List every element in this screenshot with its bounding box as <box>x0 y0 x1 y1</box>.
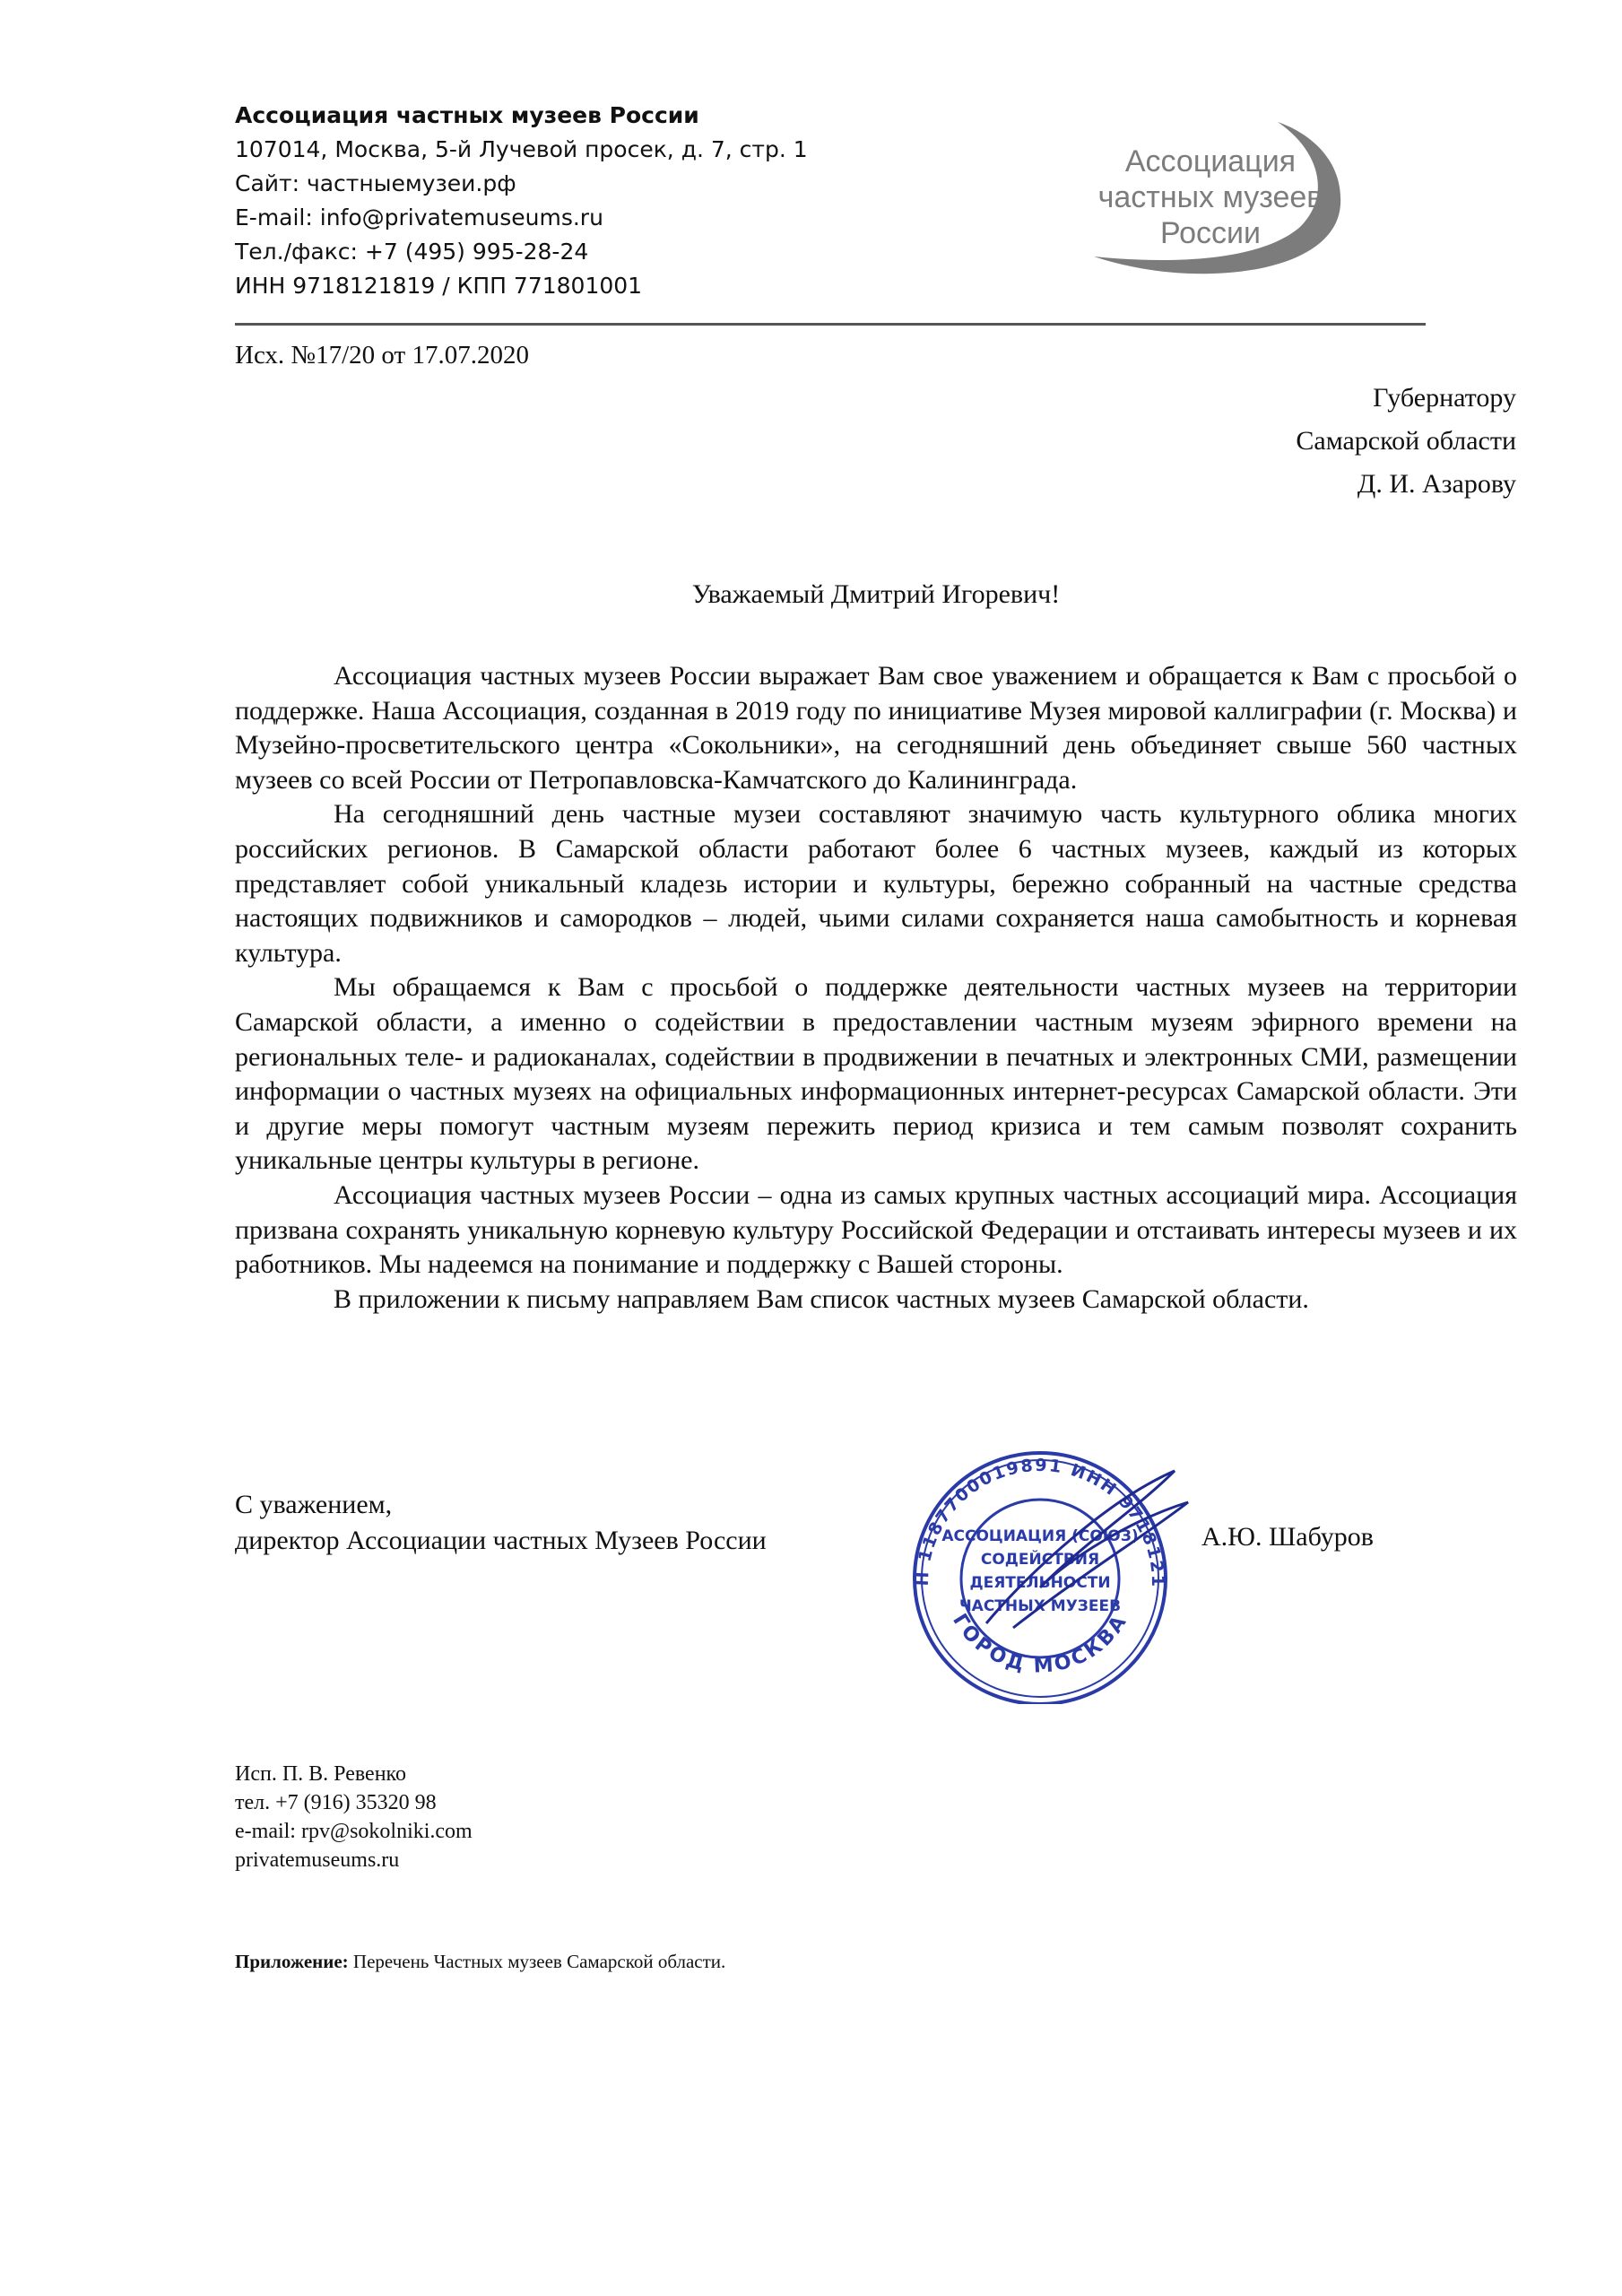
executor-name: Исп. П. В. Ревенко <box>235 1762 406 1786</box>
logo-line-3: России <box>1159 216 1262 250</box>
org-name: Ассоциация частных музеев России <box>235 102 699 128</box>
letter-body <box>235 659 1517 1317</box>
addressee-line-2: Самарской области <box>1296 426 1516 456</box>
paragraph-2: На сегодняшний день частные музеи составляют значимую часть культурного облика многих российских регионов. В Самарской области работают более 6 частных музеев, каждый из которых представляет собой уникальный кладезь истории и культуры, бережно собранный на частные средства настоящих подвижников и самородков – людей, чьими силами сохраняется наша самобытность и корневая культура. <box>235 799 1517 968</box>
stamp-center-4: ЧАСТНЫХ МУЗЕЕВ <box>958 1597 1122 1615</box>
stamp-center-1: АССОЦИАЦИЯ (СОЮЗ) <box>941 1527 1139 1545</box>
letterhead <box>235 99 952 303</box>
signer-position: директор Ассоциации частных Музеев России <box>235 1526 767 1555</box>
org-site: Сайт: частныемузеи.рф <box>235 170 516 196</box>
signature-block <box>235 1487 767 1559</box>
attachment-label: Приложение: <box>235 1951 349 1972</box>
header-divider <box>235 323 1426 326</box>
stamp-outer-top: Н 1187700019891 ИНН 9718121 <box>912 1455 1168 1589</box>
closing: С уважением, <box>235 1490 393 1519</box>
executor-phone: тел. +7 (916) 35320 98 <box>235 1791 437 1814</box>
addressee <box>1296 377 1516 506</box>
paragraph-1: Ассоциация частных музеев России выражает Вам свое уважением и обращается к Вам с просьбой о поддержке. Наша Ассоциация, созданная в 2019 году по инициативе Музея мировой каллиграфии (г. Москва) и Музейно-просветительского центра «Сокольники», на сегодняшний день объединяет свыше 560 частных музеев со всей России от Петропавловска-Камчатского до Калининграда. <box>235 661 1517 795</box>
stamp-seal-icon <box>879 1435 1201 1704</box>
executor-site: privatemuseums.ru <box>235 1848 400 1872</box>
logo-line-2: частных музеев <box>1097 180 1323 214</box>
org-address: 107014, Москва, 5-й Лучевой просек, д. 7, стр. 1 <box>235 136 808 162</box>
association-logo <box>1085 106 1354 285</box>
attachment-text: Перечень Частных музеев Самарской области. <box>348 1951 726 1972</box>
svg-text:ГОРОД МОСКВА <box>948 1610 1132 1678</box>
official-stamp <box>879 1435 1201 1704</box>
stamp-outer-bottom: ГОРОД МОСКВА <box>948 1610 1132 1678</box>
stamp-center-2: СОДЕЙСТВИЯ <box>980 1551 1100 1569</box>
paragraph-3: Мы обращаемся к Вам с просьбой о поддержке деятельности частных музеев на территории Самарской области, а именно о содействии в предоставлении частным музеям эфирного времени на региональных теле- и радиоканалах, содействии в продвижении в печатных и электронных СМИ, размещении информации о частных музеях на официальных информационных интернет-ресурсах Самарской области. Эти и другие меры помогут частным музеям пережить период кризиса и тем самым позволят сохранить уникальные центры культуры в регионе. <box>235 972 1517 1176</box>
logo-text <box>1085 144 1336 251</box>
signer-name: А.Ю. Шабуров <box>1201 1522 1374 1552</box>
org-email: E-mail: info@privatemuseums.ru <box>235 204 603 230</box>
salutation: Уважаемый Дмитрий Игоревич! <box>691 579 1061 609</box>
paragraph-4: Ассоциация частных музеев России – одна из самых крупных частных ассоциаций мира. Ассоциация призвана сохранять уникальную корневую культуру Российской Федерации и отстаивать интересы музеев и их работников. Мы надеемся на понимание и поддержку с Вашей стороны. <box>235 1179 1517 1280</box>
paragraph-5: В приложении к письму направляем Вам список частных музеев Самарской области. <box>334 1283 1309 1314</box>
outgoing-reference: Исх. №17/20 от 17.07.2020 <box>235 341 529 370</box>
executor-contacts <box>235 1760 473 1874</box>
attachment-note <box>235 1951 725 1973</box>
addressee-line-3: Д. И. Азарову <box>1357 469 1516 499</box>
logo-line-1: Ассоциация <box>1124 144 1297 178</box>
executor-email: e-mail: rpv@sokolniki.com <box>235 1820 473 1843</box>
addressee-line-1: Губернатору <box>1373 383 1516 413</box>
stamp-center-3: ДЕЯТЕЛЬНОСТИ <box>969 1574 1111 1592</box>
org-phone: Тел./факс: +7 (495) 995-28-24 <box>235 239 589 265</box>
org-inn: ИНН 9718121819 / КПП 771801001 <box>235 273 643 299</box>
